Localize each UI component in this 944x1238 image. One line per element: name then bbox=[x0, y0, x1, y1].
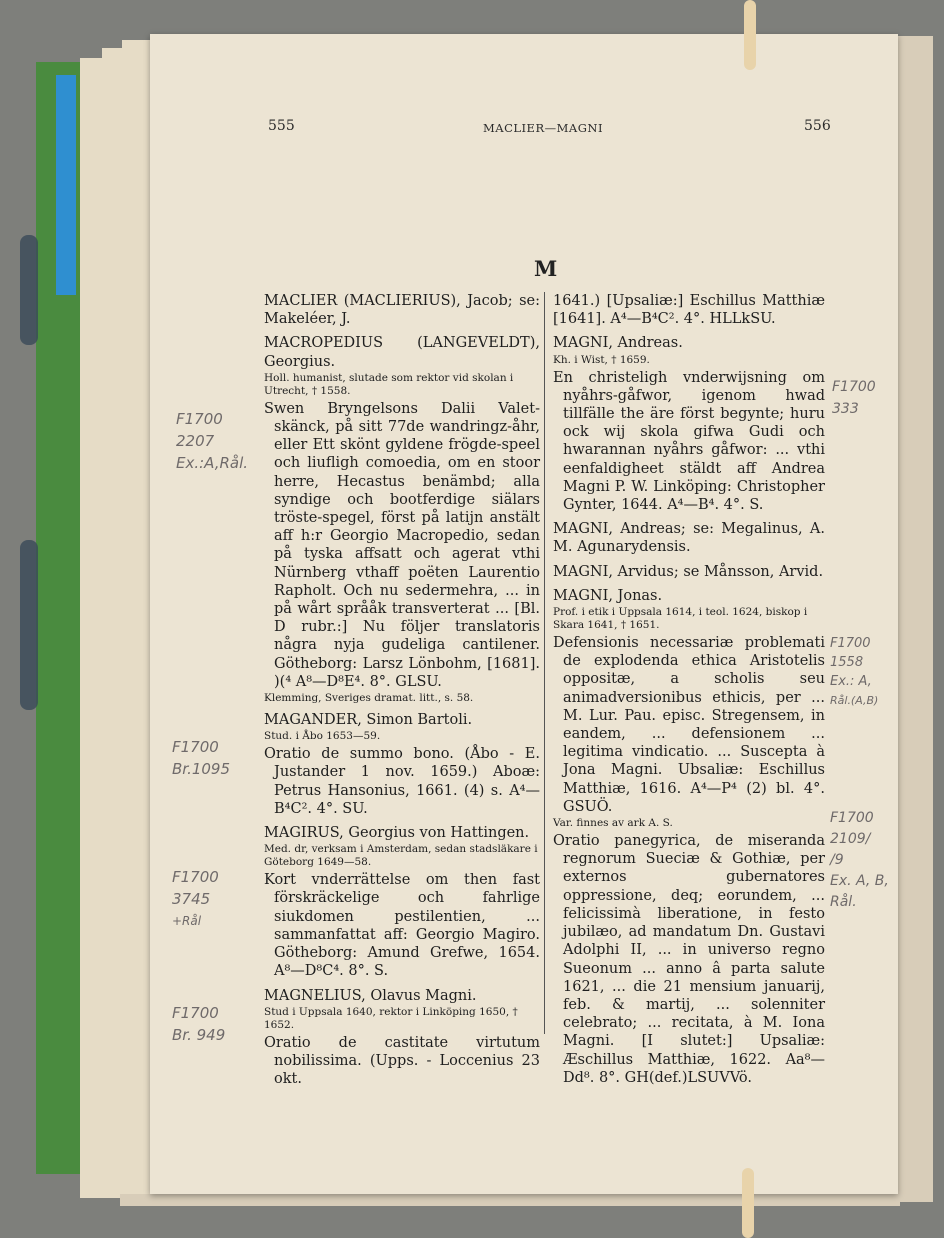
entry-heading: MAGNI, Jonas. bbox=[553, 587, 663, 604]
page-edge-stack bbox=[102, 48, 123, 1198]
left-column bbox=[264, 292, 540, 1088]
blue-bookmark-tab bbox=[56, 75, 76, 295]
column-divider bbox=[544, 292, 545, 1034]
entry-title: Oratio de castitate virtutum nobilissima. (Upps. - Loccenius 23 okt. bbox=[264, 1034, 540, 1088]
entry-heading: MAGNI, Arvidus; se Månsson, Arvid. bbox=[553, 563, 824, 580]
entry-note: Stud. i Åbo 1653—59. bbox=[264, 730, 381, 743]
entry-heading: MAGNELIUS, Olavus Magni. bbox=[264, 987, 477, 1004]
handwritten-margin-note: F1700 1558 Ex.: A, Rål.(A,B) bbox=[830, 636, 879, 707]
entry-title: Oratio de summo bono. (Åbo - E. Justander 1 nov. 1659.) Aboæ: Petrus Hansonius, 1661. (4) s. A⁴—B⁴C². 4°. SU. bbox=[264, 746, 540, 817]
bookmark-ribbon-bottom bbox=[742, 1168, 754, 1238]
running-title: MACLIER—MAGNI bbox=[483, 121, 603, 135]
handwritten-margin-note: F1700 2109/ /9 Ex. A, B, Rål. bbox=[830, 810, 889, 910]
right-column bbox=[553, 292, 825, 1087]
page-edge-stack bbox=[122, 40, 151, 1198]
right-page-edge bbox=[895, 36, 933, 1202]
entry-reference: Klemming, Sveriges dramat. litt., s. 58. bbox=[264, 692, 474, 705]
book-clip bbox=[20, 235, 38, 345]
entry-title: Oratio panegyrica, de miseranda regnorum Sueciæ & Gothiæ, per externos gubernatores oppressione, deq; eorundem, ... felicissimà liberatione, in festo jubilæo, ad mandatum Dn. Gustavi Adolphi II, ... in universo regno Sueonum ... anno â parta salute 1621, ... die 21 mensium januarij, feb. & martij, ... solenniter celebrato; ... recitata, à M. Iona Magni. [I slutet:] Upsaliæ: Æschillus Matthiæ, 1622. Aa⁸—Dd⁸. 8°. GH(def.)LSUVVö. bbox=[553, 833, 825, 1086]
entry-continuation: 1641.) [Upsaliæ:] Eschillus Matthiæ [1641]. A⁴—B⁴C². 4°. HLLkSU. bbox=[553, 293, 825, 328]
entry-heading: MAGIRUS, Georgius von Hattingen. bbox=[264, 825, 530, 842]
book-clip bbox=[20, 540, 38, 710]
entry-title: Swen Bryngelsons Dalii Valet-skänck, på sitt 77de wandringz-åhr, eller Ett skönt gyldene frögde-speel och liufligh comoedia, om en stoor herre, Hecastus benämbd; alla syndige och bootferdige siälars tröste-spegel, först på latijn anstält aff h:r Georgio Macropedio, sedan på tyska affsatt och agerat vthi Nürnberg vthaff poëten Laurentio Rapholt. Och nu sedermehra, ... in på wårt språåk transverterat ... [Bl. D rubr.:] Nu följer translatoris några nyja gudeliga cantilener. Götheborg: Larsz Lönbohm, [1681]. )(⁴ A⁸—D⁸E⁴. 8°. GLSU. bbox=[264, 400, 540, 690]
handwritten-margin-note: F1700 3745 +Rål bbox=[172, 868, 219, 928]
entry-note: Var. finnes av ark A. S. bbox=[553, 817, 673, 830]
entry-heading: MAGNI, Andreas. bbox=[553, 335, 683, 352]
entry-heading: MAGNI, Andreas; se: Megalinus, A. M. Agunarydensis. bbox=[553, 521, 825, 556]
entry-note: Holl. humanist, slutade som rektor vid skolan i Utrecht, † 1558. bbox=[264, 371, 514, 397]
entry-heading: MAGANDER, Simon Bartoli. bbox=[264, 712, 473, 729]
handwritten-margin-note: F1700 Br.1095 bbox=[172, 738, 231, 778]
entry-note: Prof. i etik i Uppsala 1614, i teol. 1624, biskop i Skara 1641, † 1651. bbox=[553, 606, 808, 632]
handwritten-margin-note: F1700 333 bbox=[832, 379, 876, 417]
entry-note: Stud i Uppsala 1640, rektor i Linköping 1650, † 1652. bbox=[264, 1005, 518, 1031]
entry-title: Kort vnderrättelse om then fast förskräckelige och fahrlige siukdomen pestilentien, ... sammanfattat aff: Georgio Magiro. Götheborg: Amund Grefwe, 1654. A⁸—D⁸C⁴. 8°. S. bbox=[264, 872, 540, 980]
entry-title: En christeligh vnderwijsning om nyåhrs-gåfwor, igenom hwad tillfälle the äre först begynte; huru ock wij skola gifwa Gudi och hwarannan nyåhrs gåfwor: ... vthi eenfaldigheet stäldt aff Andrea Magni P. W. Linköping: Christopher Gynter, 1644. A⁴—B⁴. 4°. S. bbox=[553, 369, 825, 514]
handwritten-margin-note: F1700 2207 Ex.:A,Rål. bbox=[176, 410, 249, 472]
entry-note: Kh. i Wist, † 1659. bbox=[553, 353, 650, 366]
entry-heading: MACROPEDIUS (LANGEVELDT), Georgius. bbox=[264, 335, 540, 370]
bottom-page-edge bbox=[120, 1194, 900, 1206]
handwritten-margin-note: F1700 Br. 949 bbox=[172, 1004, 226, 1044]
section-letter: M bbox=[534, 256, 558, 281]
entry-heading: MACLIER (MACLIERIUS), Jacob; se: Makeléer, J. bbox=[264, 293, 540, 328]
right-page-number: 556 bbox=[804, 118, 831, 134]
page-edge-stack bbox=[80, 58, 103, 1198]
entry-title: Defensionis necessariæ problemati de explodenda ethica Aristotelis oppositæ, a scholis seu animadversionibus ethicis, per ... M. Lur. Pau. episc. Stregensem, in eandem, ... defensionem ... legitima vindicatio. ... Suscepta à Jona Magni. Ubsaliæ: Eschillus Matthiæ, 1616. A⁴—P⁴ (2) bl. 4°. GSUÖ. bbox=[553, 635, 825, 815]
left-page-number: 555 bbox=[268, 118, 295, 134]
bookmark-ribbon-top bbox=[744, 0, 756, 70]
entry-note: Med. dr, verksam i Amsterdam, sedan stadsläkare i Göteborg 1649—58. bbox=[264, 843, 538, 869]
